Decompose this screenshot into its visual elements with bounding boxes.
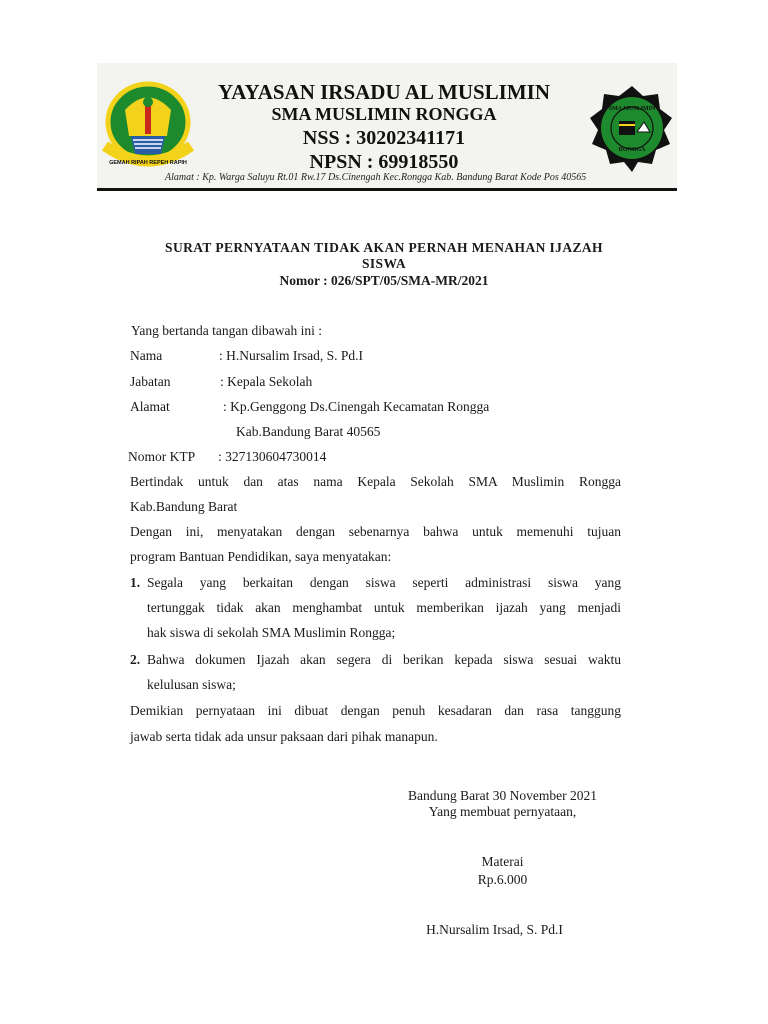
signatory-name: H.Nursalim Irsad, S. Pd.I bbox=[426, 922, 563, 937]
npsn-number: NPSN : 69918550 bbox=[309, 151, 459, 173]
list-item-2-line1: Bahwa dokumen Ijazah akan segera di berikan kepada siswa sesuai waktu bbox=[147, 652, 621, 667]
svg-text:RONGGA: RONGGA bbox=[618, 147, 646, 153]
svg-text:SMA MUSLIMIN: SMA MUSLIMIN bbox=[608, 106, 656, 112]
nama-label: Nama bbox=[130, 348, 163, 363]
document-title-line1: SURAT PERNYATAAN TIDAK AKAN PERNAH MENAHAN IJAZAH bbox=[165, 240, 603, 255]
acting-statement-line1: Bertindak untuk dan atas nama Kepala Sekolah SMA Muslimin Rongga bbox=[130, 474, 621, 489]
purpose-statement-line1: Dengan ini, menyatakan dengan sebenarnya bahwa untuk memenuhi tujuan bbox=[130, 524, 621, 539]
closing-statement-line1: Demikian pernyataan ini dibuat dengan penuh kesadaran dan rasa tanggung bbox=[130, 703, 621, 718]
stamp-duty-amount: Rp.6.000 bbox=[477, 872, 528, 887]
list-item-1-line3: hak siswa di sekolah SMA Muslimin Rongga; bbox=[147, 625, 396, 640]
nama-value: : H.Nursalim Irsad, S. Pd.I bbox=[219, 348, 363, 363]
foundation-name: YAYASAN IRSADU AL MUSLIMIN bbox=[217, 80, 550, 104]
letterhead-divider bbox=[97, 188, 677, 191]
nss-number: NSS : 30202341171 bbox=[302, 127, 466, 149]
intro-text: Yang bertanda tangan dibawah ini : bbox=[131, 323, 322, 338]
jabatan-label: Jabatan bbox=[130, 374, 171, 389]
document-title-line2: SISWA bbox=[361, 256, 407, 271]
list-item-2-number: 2. bbox=[130, 652, 141, 667]
ktp-label: Nomor KTP bbox=[128, 449, 196, 464]
school-address: Alamat : Kp. Warga Saluyu Rt.01 Rw.17 Ds.Cinengah Kec.Rongga Kab. Bandung Barat Kode Pos 40565 bbox=[165, 172, 587, 183]
purpose-statement-line2: program Bantuan Pendidikan, saya menyatakan: bbox=[130, 549, 392, 564]
stamp-duty-label: Materai bbox=[481, 854, 524, 869]
signatory-role: Yang membuat pernyataan, bbox=[428, 804, 577, 819]
list-item-2-line2: kelulusan siswa; bbox=[147, 677, 236, 692]
alamat-value-line1: : Kp.Genggong Ds.Cinengah Kecamatan Rongga bbox=[223, 399, 490, 414]
alamat-label: Alamat bbox=[130, 399, 170, 414]
document-number: Nomor : 026/SPT/05/SMA-MR/2021 bbox=[279, 273, 489, 288]
closing-statement-line2: jawab serta tidak ada unsur paksaan dari pihak manapun. bbox=[130, 729, 438, 744]
ktp-value: : 3271306047300​14 bbox=[218, 449, 327, 464]
place-date: Bandung Barat 30 November 2021 bbox=[408, 788, 597, 803]
school-crest-logo bbox=[586, 84, 678, 172]
list-item-1-line2: tertunggak tidak akan menghambat untuk memberikan ijazah yang menjadi bbox=[147, 600, 621, 615]
list-item-1-number: 1. bbox=[130, 575, 141, 590]
list-item-1-line1: Segala yang berkaitan dengan siswa seperti administrasi siswa yang bbox=[147, 575, 621, 590]
jabatan-value: : Kepala Sekolah bbox=[220, 374, 313, 389]
school-name: SMA MUSLIMIN RONGGA bbox=[271, 104, 497, 124]
alamat-value-line2: Kab.Bandung Barat 40565 bbox=[236, 424, 381, 439]
svg-text:GEMAH RIPAH REPEH RAPIH: GEMAH RIPAH REPEH RAPIH bbox=[109, 160, 187, 166]
acting-statement-line2: Kab.Bandung Barat bbox=[130, 499, 238, 514]
